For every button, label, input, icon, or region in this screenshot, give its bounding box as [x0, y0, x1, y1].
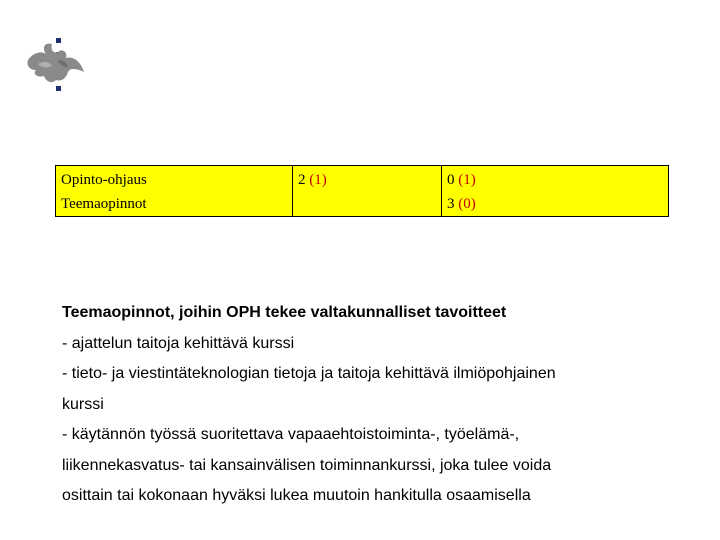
text-line: kurssi	[62, 395, 104, 413]
table-row	[56, 166, 669, 193]
value-cell	[442, 166, 669, 193]
text-line: osittain tai kokonaan hyväksi lukea muutoin hankitulla osaamisella	[62, 487, 531, 504]
subject-cell	[56, 166, 293, 193]
value-paren: (0)	[458, 196, 476, 212]
text-line: - tieto- ja viestintäteknologian tietoja ja taitoja kehittävä ilmiöpohjainen	[62, 365, 556, 382]
value-cell	[293, 166, 442, 193]
logo-flame	[27, 44, 84, 82]
logo-dot	[56, 86, 61, 91]
table-row	[56, 192, 669, 217]
logo-dot	[56, 38, 61, 43]
subject-cell	[56, 192, 293, 217]
subject-label: Teemaopinnot	[61, 196, 147, 212]
value-paren: (1)	[309, 172, 327, 188]
section-heading: Teemaopinnot, joihin OPH tekee valtakunnalliset tavoitteet	[62, 304, 507, 321]
courses-table	[55, 165, 669, 217]
text-line: - ajattelun taitoja kehittävä kurssi	[62, 334, 295, 352]
value-cell	[293, 192, 442, 217]
value-cell	[442, 192, 669, 217]
subject-label: Opinto-ohjaus	[61, 172, 147, 188]
text-line: - käytännön työssä suoritettava vapaaehtoistoiminta-, työelämä-,	[62, 426, 520, 443]
body-text	[62, 298, 702, 512]
value-paren: (1)	[458, 172, 476, 188]
value: 0	[447, 172, 455, 188]
value: 2	[298, 172, 306, 188]
text-line: liikennekasvatus- tai kansainvälisen toiminnankurssi, joka tulee voida	[62, 456, 552, 474]
value: 3	[447, 196, 455, 212]
flame-logo-icon	[22, 30, 90, 96]
